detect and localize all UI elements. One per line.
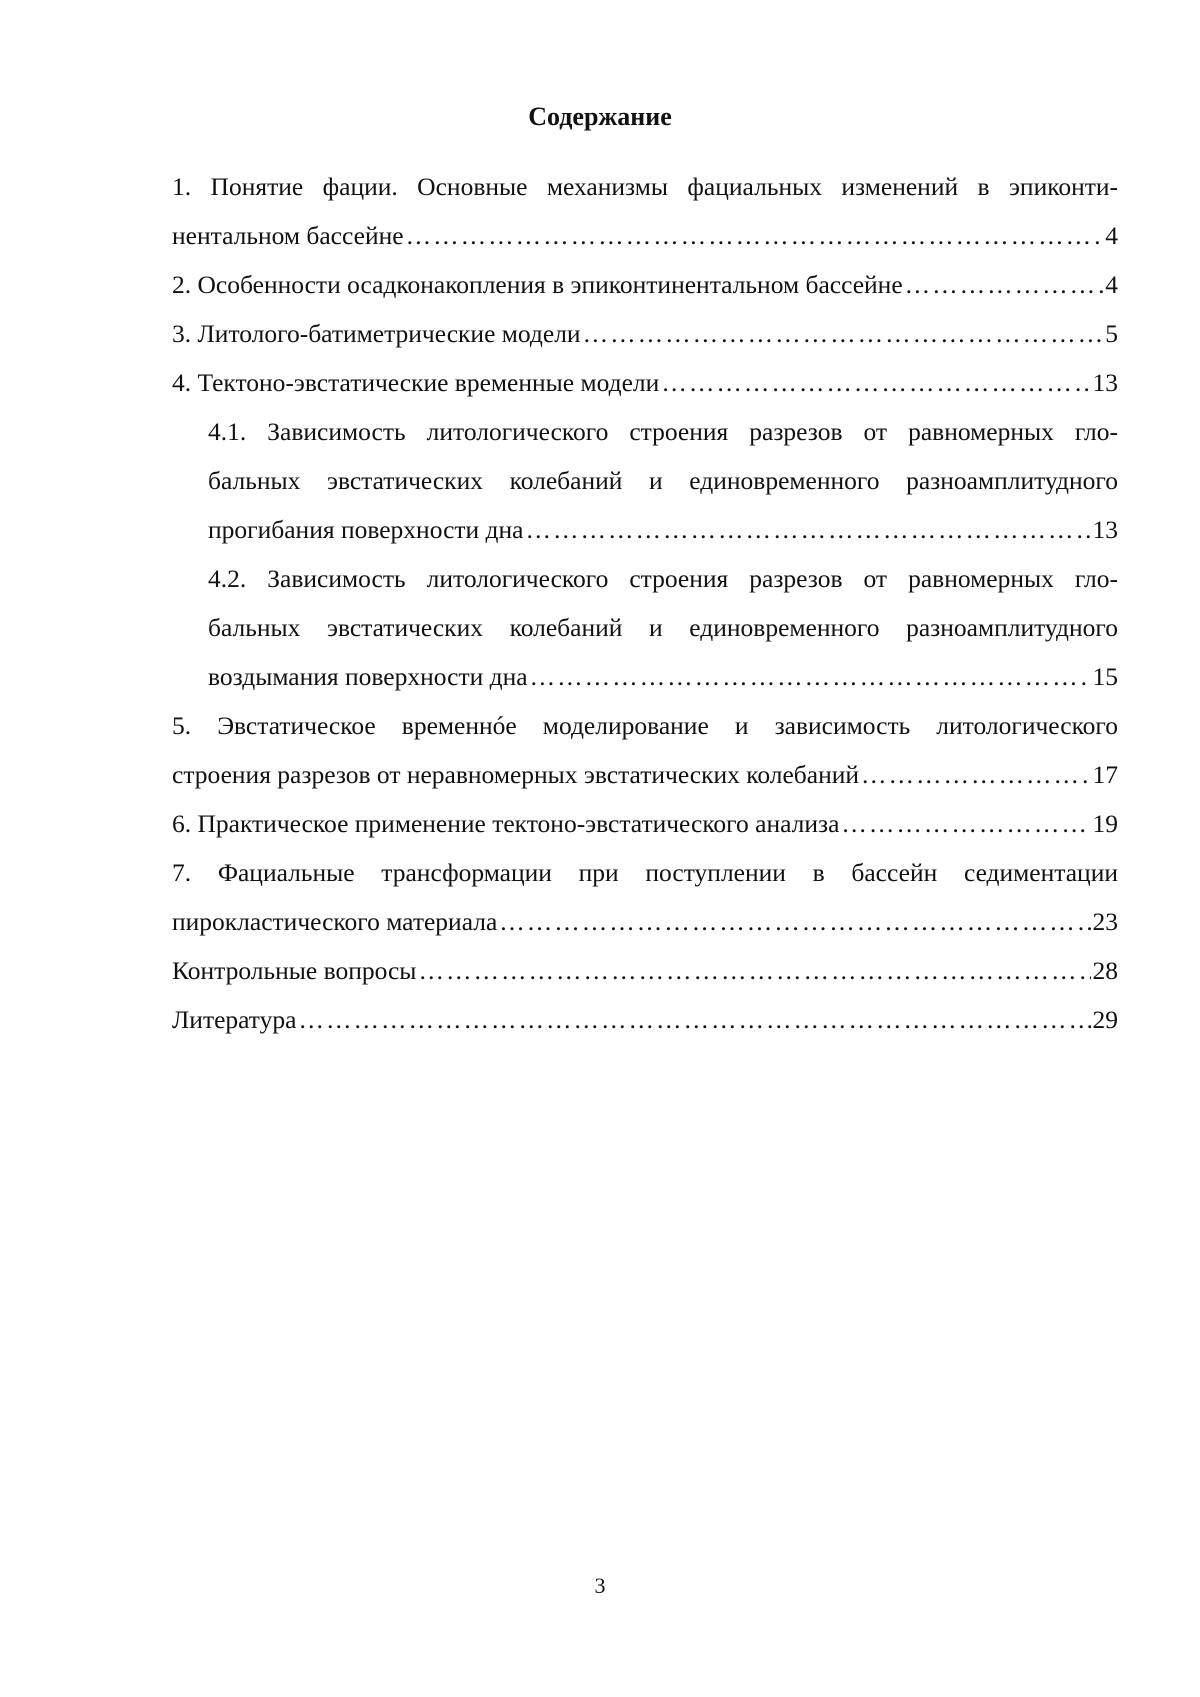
toc-entry-1[interactable] (172, 162, 1118, 260)
dot-leader (905, 260, 1104, 309)
toc-entry-page: 23 (1092, 907, 1118, 936)
toc-heading: Содержание (528, 102, 672, 131)
toc-entry-text: прогибания поверхности дна (208, 515, 524, 544)
toc-entry-7[interactable] (172, 848, 1118, 946)
toc-entry-last-line (172, 995, 1118, 1044)
table-of-contents (172, 162, 1118, 1044)
toc-entry-text: 4. Тектоно-эвстатические временные модели (172, 368, 660, 397)
toc-entry-last-line (172, 358, 1118, 407)
toc-entry-last-line (172, 897, 1118, 946)
toc-entry-4[interactable] (172, 358, 1118, 407)
toc-entry-6[interactable] (172, 799, 1118, 848)
toc-entry-2[interactable] (172, 260, 1118, 309)
toc-entry-last-line (208, 652, 1118, 701)
toc-entry-page: 13 (1092, 515, 1118, 544)
toc-entry-literature[interactable] (172, 995, 1118, 1044)
toc-entry-text: Контрольные вопросы (172, 956, 417, 985)
toc-entry-last-line (172, 309, 1118, 358)
toc-entry-page: 19 (1092, 809, 1118, 838)
toc-entry-page: 4 (1105, 221, 1118, 250)
toc-entry-line: бальных эвстатических колебаний и единовременного разноамплитудного (208, 466, 1118, 495)
dot-leader (526, 505, 1091, 554)
dot-leader (861, 750, 1090, 799)
toc-entry-text: Литература (172, 1005, 297, 1034)
dot-leader (583, 309, 1104, 358)
dot-leader (298, 995, 1090, 1044)
toc-entry-line: 4.2. Зависимость литологического строения разрезов от равномерных гло- (208, 564, 1118, 593)
toc-entry-text: 2. Особенности осадконакопления в эпиконтинентальном бассейне (172, 270, 903, 299)
dot-leader (530, 652, 1091, 701)
toc-entry-last-line (208, 505, 1118, 554)
dot-leader (418, 946, 1090, 995)
toc-entry-last-line (172, 211, 1118, 260)
toc-entry-5[interactable] (172, 701, 1118, 799)
toc-entry-page: 29 (1092, 1005, 1118, 1034)
page-number: 3 (594, 1573, 606, 1598)
toc-entry-text: строения разрезов от неравномерных эвстатических колебаний (172, 760, 860, 789)
toc-entry-page: 28 (1092, 956, 1118, 985)
dot-leader (406, 211, 1104, 260)
toc-entry-text: пирокластического материала (172, 907, 498, 936)
dot-leader (661, 358, 1090, 407)
toc-entry-line: 7. Фациальные трансформации при поступлении в бассейн седиментации (172, 858, 1118, 887)
toc-entry-line: 1. Понятие фации. Основные механизмы фациальных изменений в эпиконти- (172, 172, 1118, 201)
toc-entry-text: воздымания поверхности дна (208, 662, 528, 691)
toc-entry-text: 3. Литолого-батиметрические модели (172, 319, 581, 348)
toc-entry-page: 13 (1092, 368, 1118, 397)
dot-leader (841, 799, 1090, 848)
toc-entry-4-2[interactable] (172, 554, 1118, 701)
toc-entry-last-line (172, 750, 1118, 799)
toc-entry-4-1[interactable] (172, 407, 1118, 554)
toc-entry-line: 5. Эвстатическое временнóе моделирование и зависимость литологического (172, 711, 1118, 740)
toc-entry-text: нентальном бассейне (172, 221, 404, 250)
dot-leader (499, 897, 1090, 946)
toc-entry-page: 4 (1105, 270, 1118, 299)
toc-entry-last-line (172, 799, 1118, 848)
toc-entry-line: 4.1. Зависимость литологического строения разрезов от равномерных гло- (208, 417, 1118, 446)
toc-entry-page: 15 (1092, 662, 1118, 691)
toc-entry-page: 5 (1105, 319, 1118, 348)
toc-entry-questions[interactable] (172, 946, 1118, 995)
toc-entry-last-line (172, 946, 1118, 995)
toc-entry-page: 17 (1092, 760, 1118, 789)
toc-entry-line: бальных эвстатических колебаний и единовременного разноамплитудного (208, 613, 1118, 642)
toc-entry-text: 6. Практическое применение тектоно-эвстатического анализа (172, 809, 840, 838)
toc-entry-3[interactable] (172, 309, 1118, 358)
toc-entry-last-line (172, 260, 1118, 309)
